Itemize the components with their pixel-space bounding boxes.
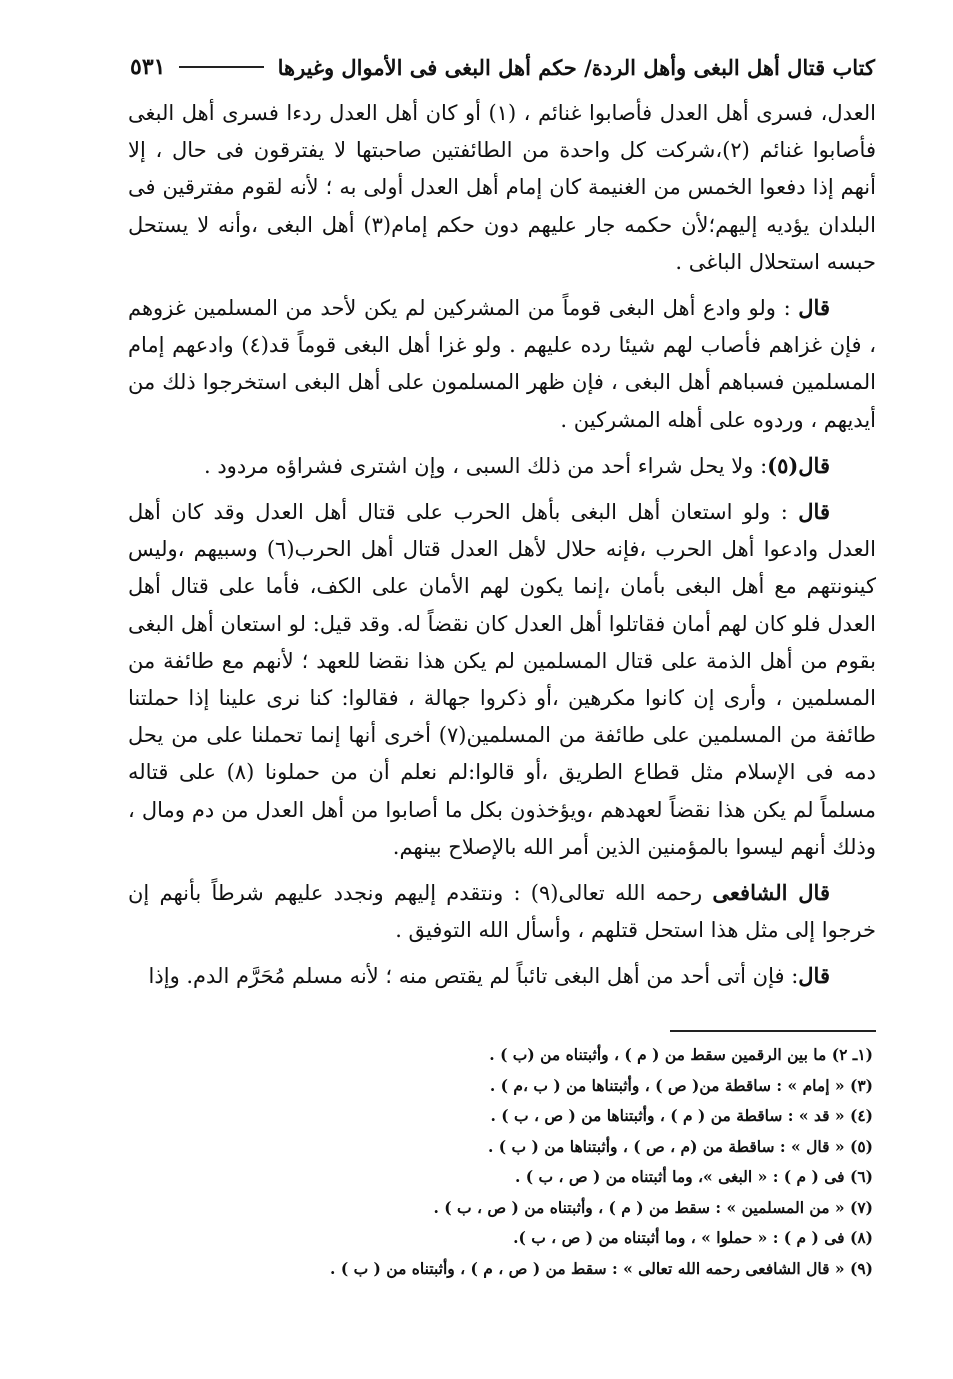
footnote: (٤) « قد » : ساقطة من ( م ) ، وأثبتناها من ( ص ، ب ) . <box>490 1106 873 1125</box>
paragraph-text: العدل، فسرى أهل العدل فأصابوا غنائم ، (١) أو كان أهل العدل ردءا فسرى أهل البغى فأصابوا غنائم (٢)،شركت كل واحدة من الطائفتين صاحبتها لا يفترقون فى حال ، إلا أنهم إذا دفعوا الخمس من الغنيمة كان إمام أهل العدل أولى به ؛ لأنه لقوم مفترقين فى البلدان يؤديه إليهم؛لأن حكمه جار عليهم دون حكم إمام(٣) أهل البغى ،وأنه لا يستحل حبسه استحلال الباغى . <box>128 101 876 274</box>
paragraph-text: رحمه الله تعالى(٩) : ونتقدم إليهم ونجدد عليهم شرطاً بأنهم إن خرجوا إلى مثل هذا استحل قتلهم ، وأسأل الله التوفيق . <box>128 881 876 943</box>
footnotes <box>200 1040 873 1284</box>
header-rule <box>179 66 263 68</box>
paragraph-text: : ولا يحل شراء أحد من ذلك السبى ، وإن اشترى فشراؤه مردود . <box>203 453 768 478</box>
paragraph-lead: قال(٥) <box>767 452 830 478</box>
paragraph-continuation <box>128 95 876 281</box>
running-header-title: كتاب قتال أهل البغى وأهل الردة/ حكم أهل البغى فى الأموال وغيرها <box>277 54 875 80</box>
footnote: (٩) « قال الشافعى رحمه الله تعالى » : سقط من ( ص ، م ) ، وأثبتناه من ( ب ) . <box>330 1258 873 1278</box>
page-number: ٥٣١ <box>130 54 166 80</box>
paragraph <box>128 289 876 439</box>
paragraph-text: : ولو استعان أهل البغى بأهل الحرب على قتال أهل العدل وقد كان أهل العدل وادعوا أهل الحرب ،فإنه حلال لأهل العدل قتال أهل الحرب(٦) وسبيهم ،وليس كينونتهم مع أهل البغى بأمان ،إنما يكون لهم الأمان على الكف، فأما على قتال أهل العدل فلو كان لهم أمان فقاتلوا أهل العدل كان نقضاً له. وقد قيل: لو استعان أهل البغى بقوم من أهل الذمة على قتال المسلمين لم يكن هذا نقضا للعهد ؛ لأنهم مع طائفة من المسلمين ، وأرى إن كانوا مكرهين ،أو ذكروا جهالة ، فقالوا: كنا نرى علينا إذا حملتنا طائفة من المسلمين على طائفة من المسلمين(٧) أخرى أنها إنما تحملنا على من يحل دمه فى الإسلام مثل قطاع الطريق ،أو قالوا:لم نعلم أن من حملونا (٨) على قتاله مسلماً لم يكن هذا نقضاً لعهدهم ،ويؤخذون بكل ما أصابوا من أهل العدل من دم ومال ، وذلك أنهم ليسوا بالمؤمنين الذين أمر الله بالإصلاح بينهم. <box>128 500 876 859</box>
footnote-separator <box>670 1030 876 1032</box>
paragraph <box>128 447 876 485</box>
paragraph <box>128 493 876 866</box>
paragraph-text: : فإن أتى أحد من أهل البغى تائباً لم يقتص منه ؛ لأنه مسلم مُحَرَّم الدم. وإذا <box>148 964 799 989</box>
footnote: (٧) « من المسلمين » : سقط من ( م ) ، وأثبتناه من ( ص ، ب ) . <box>433 1197 873 1217</box>
paragraph-lead: قال <box>798 499 830 525</box>
paragraph-lead: قال الشافعى <box>712 880 830 906</box>
running-header <box>130 50 875 84</box>
footnote: (٦) فى ( م ) : « البغى »، وما أثبتناه من ( ص ، ب ) . <box>514 1167 873 1186</box>
paragraph <box>128 874 876 949</box>
paragraph <box>128 957 876 995</box>
footnote: (٥) « قال » : ساقطة من (م ، ص ) ، وأثبتناها من ( ب ) . <box>487 1136 873 1156</box>
paragraph-text: : ولو وادع أهل البغى قوماً من المشركين لم يكن لأحد من المسلمين غزوهم ، فإن غزاهم فأصاب لهم شيئا رده عليهم . ولو غزا أهل البغى قوماً قد(٤) وادعهم إمام المسلمين فسباهم أهل البغى ، فإن ظهر المسلمون على أهل البغى استخرجوا ذلك من أيديهم ، وردوه على أهله المشركين . <box>128 296 876 432</box>
footnote: (٨) فى ( م ) : « حملوا » ، وما أثبتناه من ( ص ، ب ). <box>513 1228 873 1247</box>
footnote: (١ـ ٢) ما بين الرقمين سقط من ( م ) ، وأثبتناه من (ب ) . <box>489 1045 873 1064</box>
paragraph-lead: قال <box>798 295 830 321</box>
main-text <box>128 95 876 1004</box>
footnote: (٣) « إمام » : ساقطة من( ص ) ، وأثبتناها من ( ب ،م ) . <box>489 1075 873 1095</box>
paragraph-lead: قال <box>798 963 830 989</box>
